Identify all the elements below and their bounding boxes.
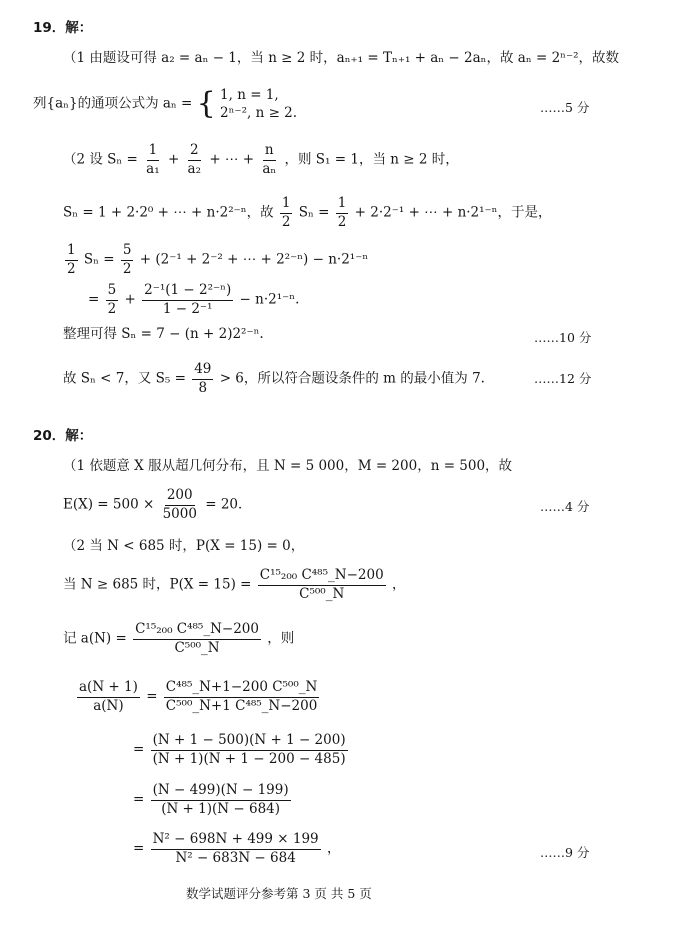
denominator: C⁵⁰⁰_N — [299, 585, 345, 602]
numerator: n — [263, 143, 276, 161]
frac-half — [280, 196, 293, 230]
case-1: 1, n = 1, — [220, 87, 279, 103]
frac-ratio-rhs — [164, 680, 320, 714]
page-footer: 数学试题评分参考第 3 页 共 5 页 — [186, 886, 372, 901]
q19-line6-b: − n·2¹⁻ⁿ. — [239, 291, 300, 308]
q20-line3: （2 当 N < 685 时，P(X = 15) = 0， — [63, 538, 305, 554]
frac-aN — [133, 622, 261, 656]
frac-prob — [258, 568, 386, 602]
q20-line5 — [63, 622, 294, 656]
frac-half-2 — [336, 196, 349, 230]
q19-line4-c: + 2·2⁻¹ + ⋯ + n·2¹⁻ⁿ，于是， — [354, 204, 552, 221]
denominator: 1 − 2⁻¹ — [162, 300, 213, 317]
numerator: 1 — [280, 196, 293, 214]
piecewise-cases — [220, 86, 297, 122]
q20-line1: （1 依题意 X 服从超几何分布，且 N = 5 000，M = 200，n = 500，故 — [63, 458, 513, 474]
q19-line8 — [63, 362, 485, 396]
denominator: 2 — [107, 300, 117, 317]
frac-geometric-sum — [142, 283, 233, 317]
score-5: ……5 分 — [540, 100, 590, 115]
q20-line8 — [133, 783, 293, 817]
equals: = — [146, 688, 158, 705]
q20-line9-b: ， — [326, 840, 341, 857]
numerator: 2 — [188, 143, 201, 161]
q20-line5-b: ，则 — [267, 630, 295, 647]
q19-line3-b: ，则 S₁ = 1，当 n ≥ 2 时， — [284, 151, 459, 168]
q19-line6 — [88, 283, 299, 317]
frac-half-3 — [65, 243, 78, 277]
frac-step-2 — [151, 783, 291, 817]
numerator: 49 — [192, 362, 213, 380]
q20-line2-a: E(X) = 500 × — [63, 496, 155, 513]
q19-line5-a: Sₙ = — [83, 251, 115, 268]
frac-5-2-b — [106, 283, 119, 317]
denominator: (N + 1)(N − 684) — [161, 800, 281, 817]
plus-sign: + — [167, 151, 180, 168]
q19-line1: （1 由题设可得 a₂ = aₙ − 1，当 n ≥ 2 时，aₙ₊₁ = Tₙ₊₁ + aₙ − 2aₙ，故 aₙ = 2ⁿ⁻²，故数 — [63, 50, 620, 66]
numerator: C⁴⁸⁵_N+1−200 C⁵⁰⁰_N — [164, 680, 320, 698]
q19-line4-b: Sₙ = — [298, 204, 330, 221]
numerator: (N + 1 − 500)(N + 1 − 200) — [151, 733, 348, 751]
numerator: N² − 698N + 499 × 199 — [151, 832, 321, 850]
score-12: ……12 分 — [534, 371, 592, 386]
q19-line8-a: 故 Sₙ < 7，又 S₅ = — [63, 370, 186, 387]
q19-line2-prefix: 列{aₙ}的通项公式为 aₙ = — [33, 95, 193, 112]
frac-n-an — [260, 143, 278, 177]
case-2: 2ⁿ⁻², n ≥ 2. — [220, 105, 298, 122]
denominator: 5000 — [162, 505, 197, 522]
denominator: aₙ — [262, 160, 277, 177]
q19-line5 — [63, 243, 368, 277]
numerator: 1 — [147, 143, 160, 161]
score-10: ……10 分 — [534, 330, 592, 345]
denominator: N² − 683N − 684 — [175, 849, 296, 866]
q19-line7: 整理可得 Sₙ = 7 − (n + 2)2²⁻ⁿ. — [63, 326, 264, 342]
q20-line7 — [133, 733, 350, 767]
q19-line5-b: + (2⁻¹ + 2⁻² + ⋯ + 2²⁻ⁿ) − n·2¹⁻ⁿ — [139, 251, 369, 268]
frac-5-2 — [121, 243, 134, 277]
denominator: a₁ — [146, 160, 160, 177]
frac-200-5000 — [161, 488, 199, 522]
plus-sign: + — [124, 291, 136, 308]
q19-line8-b: > 6，所以符合题设条件的 m 的最小值为 7. — [219, 370, 485, 387]
q20-line4-b: ， — [391, 576, 406, 593]
q20-line5-a: 记 a(N) = — [63, 630, 127, 647]
equals: = — [133, 791, 145, 808]
numerator: 1 — [65, 243, 78, 261]
frac-step-1 — [151, 733, 348, 767]
denominator: a₂ — [187, 160, 202, 177]
numerator: a(N + 1) — [77, 680, 140, 698]
numerator: C¹⁵₂₀₀ C⁴⁸⁵_N−200 — [133, 622, 261, 640]
q20-heading: 20．解： — [33, 428, 93, 444]
equals: = — [133, 840, 145, 857]
frac-1-a1 — [144, 143, 161, 177]
q19-line3-a: （2 设 Sₙ = — [63, 151, 138, 168]
frac-2-a2 — [186, 143, 203, 177]
numerator: C¹⁵₂₀₀ C⁴⁸⁵_N−200 — [258, 568, 386, 586]
q20-line4-a: 当 N ≥ 685 时，P(X = 15) = — [63, 576, 252, 593]
q20-line4 — [63, 568, 405, 602]
denominator: 2 — [281, 213, 291, 230]
q20-line2 — [63, 488, 252, 522]
numerator: (N − 499)(N − 199) — [151, 783, 291, 801]
numerator: 2⁻¹(1 − 2²⁻ⁿ) — [142, 283, 233, 301]
q19-line3 — [63, 143, 459, 177]
dots: + ⋯ + — [209, 151, 255, 168]
numerator: 5 — [106, 283, 119, 301]
q20-line6 — [75, 680, 321, 714]
equals: = — [88, 291, 100, 308]
q19-line4 — [63, 196, 552, 230]
denominator: (N + 1)(N + 1 − 200 − 485) — [152, 750, 346, 767]
q19-heading: 19．解： — [33, 20, 93, 36]
q20-line9 — [133, 832, 340, 866]
score-4: ……4 分 — [540, 499, 590, 514]
denominator: C⁵⁰⁰_N+1 C⁴⁸⁵_N−200 — [165, 697, 318, 714]
frac-49-8 — [192, 362, 213, 396]
equals: = — [133, 741, 145, 758]
denominator: a(N) — [93, 697, 124, 714]
numerator: 5 — [121, 243, 134, 261]
denominator: 8 — [198, 379, 208, 396]
frac-ratio-lhs — [77, 680, 140, 714]
frac-step-3 — [151, 832, 321, 866]
denominator: C⁵⁰⁰_N — [174, 639, 220, 656]
denominator: 2 — [67, 260, 76, 277]
numerator: 1 — [336, 196, 349, 214]
q19-line2 — [33, 86, 297, 122]
q19-line4-a: Sₙ = 1 + 2·2⁰ + ⋯ + n·2²⁻ⁿ，故 — [63, 204, 274, 221]
denominator: 2 — [337, 213, 347, 230]
denominator: 2 — [122, 260, 132, 277]
q20-line2-b: = 20． — [205, 496, 252, 513]
brace-symbol: { — [196, 86, 216, 122]
score-9: ……9 分 — [540, 845, 590, 860]
numerator: 200 — [165, 488, 195, 506]
